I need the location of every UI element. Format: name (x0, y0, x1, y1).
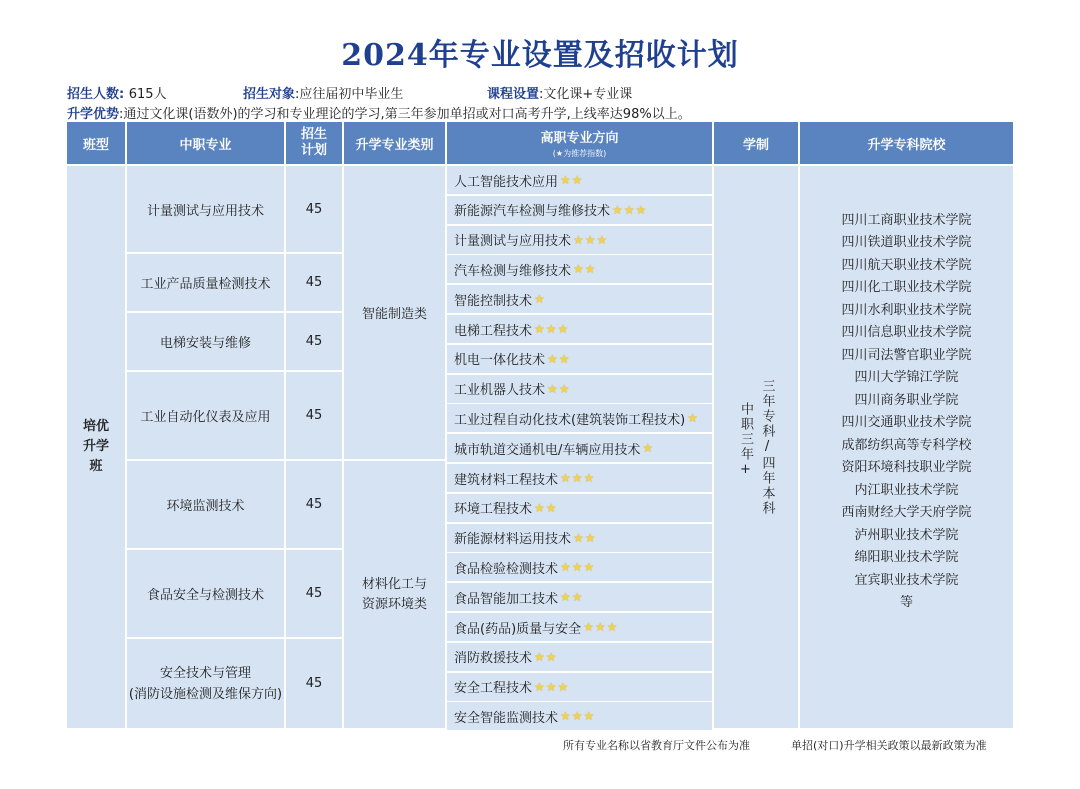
direction-row (447, 702, 712, 730)
direction-row (447, 285, 712, 313)
page-title: 2024年专业设置及招收计划 (341, 38, 739, 73)
school-name: 四川信息职业技术学院 (841, 325, 972, 340)
school-name: 内江职业技术学院 (854, 482, 959, 498)
star-rating-icon: ★★ (573, 262, 597, 277)
direction-name: 新能源材料运用技术 (454, 532, 572, 548)
system-text-2: 三年专科/四年本科 (759, 378, 775, 516)
major-cell: 电梯安装与维修 (127, 313, 284, 370)
direction-name: 工业机器人技术 (454, 383, 546, 399)
school-name: 四川司法警官职业学院 (841, 347, 972, 363)
direction-name: 食品检验检测技术 (454, 561, 559, 577)
direction-row (447, 613, 712, 641)
school-name: 四川航天职业技术学院 (841, 257, 972, 273)
system-text-1: 中职三年+ (738, 401, 753, 479)
school-name: 成都纺织高等专科学校 (841, 437, 972, 453)
star-rating-icon: ★★ (560, 173, 584, 188)
plan-cell: 45 (286, 639, 342, 728)
star-rating-icon: ★★ (534, 500, 558, 515)
direction-name: 食品智能加工技术 (454, 591, 559, 607)
direction-row (447, 404, 712, 432)
plan-cell: 45 (286, 166, 342, 252)
direction-name: 智能控制技术 (454, 293, 533, 309)
star-rating-icon: ★★★ (534, 679, 570, 694)
star-rating-icon: ★ (534, 292, 546, 307)
adv-label: 升学优势 (67, 107, 120, 122)
direction-row (447, 345, 712, 373)
major-subname: (消防设施检测及维保方向) (128, 686, 283, 702)
school-name: 泸州职业技术学院 (854, 527, 959, 543)
major-cell: 工业产品质量检测技术 (127, 254, 284, 311)
direction-row (447, 226, 712, 254)
school-name: 四川化工职业技术学院 (841, 280, 972, 295)
direction-row (447, 583, 712, 611)
star-rating-icon: ★★★ (560, 471, 596, 486)
direction-row (447, 196, 712, 224)
plan-cell: 45 (286, 313, 342, 370)
system-cell (714, 166, 798, 728)
header-system: 学制 (714, 122, 798, 164)
direction-name: 汽车检测与维修技术 (454, 263, 572, 279)
major-cell: 计量测试与应用技术 (127, 166, 284, 252)
school-name: 四川水利职业技术学院 (841, 302, 972, 318)
footer-note-left: 所有专业名称以省教育厅文件公布为准 (563, 739, 750, 752)
direction-name: 电梯工程技术 (454, 323, 533, 339)
school-name: 四川交通职业技术学院 (841, 415, 972, 430)
direction-row (447, 553, 712, 581)
school-name: 宜宾职业技术学院 (854, 572, 959, 588)
star-rating-icon: ★★ (573, 530, 597, 545)
direction-name: 机电一体化技术 (454, 353, 546, 369)
star-rating-icon: ★★★ (560, 709, 596, 724)
star-rating-icon: ★ (687, 411, 699, 426)
enrollment-table (67, 122, 1013, 728)
target-value: :应往届初中毕业生 (295, 87, 404, 102)
star-rating-icon: ★★★ (573, 232, 609, 247)
direction-row (447, 315, 712, 343)
plan-cell: 45 (286, 461, 342, 548)
schools-cell (800, 166, 1013, 728)
class-type-cell: 培优升学班 (67, 166, 125, 728)
direction-row (447, 255, 712, 283)
school-name: 四川大学锦江学院 (854, 370, 959, 385)
star-rating-icon: ★★ (547, 351, 571, 366)
direction-row (447, 643, 712, 671)
category-cell: 材料化工与资源环境类 (344, 461, 445, 728)
direction-name: 环境工程技术 (454, 502, 533, 518)
star-rating-icon: ★★★ (583, 620, 619, 635)
target-label: 招生对象 (243, 87, 296, 102)
major-name: 安全技术与管理 (159, 665, 251, 681)
star-rating-icon: ★★ (547, 381, 571, 396)
direction-name: 城市轨道交通机电/车辆应用技术 (454, 442, 641, 458)
direction-name: 人工智能技术应用 (454, 174, 559, 190)
header-direction-label: 高职专业方向 (540, 131, 619, 146)
star-rating-icon: ★★ (534, 649, 558, 664)
direction-name: 安全智能监测技术 (454, 710, 559, 726)
star-rating-icon: ★★ (560, 590, 584, 605)
footer-note-right: 单招(对口)升学相关政策以最新政策为准 (791, 739, 987, 752)
header-class-type: 班型 (67, 122, 125, 164)
direction-name: 建筑材料工程技术 (454, 472, 559, 488)
school-name: 等 (899, 595, 913, 610)
direction-name: 新能源汽车检测与维修技术 (454, 204, 611, 220)
direction-name: 消防救援技术 (454, 651, 533, 667)
direction-row (447, 673, 712, 701)
target-info (243, 83, 403, 102)
major-cell (127, 639, 284, 728)
school-name: 绵阳职业技术学院 (854, 550, 959, 565)
advantage-info (67, 103, 691, 122)
category-cell: 智能制造类 (344, 166, 445, 459)
adv-value: :通过文化课(语数外)的学习和专业理论的学习,第三年参加单招或对口高考升学,上线率达98%以上。 (119, 107, 691, 122)
star-rating-icon: ★★★ (534, 322, 570, 337)
plan-cell: 45 (286, 372, 342, 459)
header-direction-note: (★为推荐指数) (552, 149, 607, 158)
star-rating-icon: ★★★ (612, 202, 648, 217)
direction-row (447, 464, 712, 492)
direction-row (447, 166, 712, 194)
enroll-label: 招生人数 (67, 87, 120, 102)
school-name: 西南财经大学天府学院 (841, 505, 972, 520)
major-cell: 环境监测技术 (127, 461, 284, 548)
enroll-value: 615人 (128, 87, 167, 102)
plan-cell: 45 (286, 254, 342, 311)
school-name: 四川商务职业学院 (854, 392, 959, 408)
school-name: 四川铁道职业技术学院 (841, 235, 972, 250)
header-schools: 升学专科院校 (800, 122, 1013, 164)
header-direction (447, 122, 712, 164)
school-name: 资阳环境科技职业学院 (841, 460, 972, 475)
header-plan: 招生计划 (286, 122, 342, 164)
school-name: 四川工商职业技术学院 (841, 212, 972, 228)
direction-row (447, 524, 712, 552)
direction-name: 计量测试与应用技术 (454, 234, 572, 250)
plan-cell: 45 (286, 550, 342, 637)
direction-row (447, 434, 712, 462)
direction-row (447, 494, 712, 522)
header-category: 升学专业类别 (344, 122, 445, 164)
direction-name: 安全工程技术 (454, 681, 533, 697)
star-rating-icon: ★★★ (560, 560, 596, 575)
direction-row (447, 375, 712, 403)
direction-name: 食品(药品)质量与安全 (454, 621, 582, 637)
course-label: 课程设置 (487, 87, 540, 102)
course-value: :文化课+专业课 (539, 87, 633, 102)
star-rating-icon: ★ (642, 441, 655, 456)
course-info (487, 83, 632, 102)
header-major: 中职专业 (127, 122, 284, 164)
enroll-info: 招生人数: 615人 (67, 87, 167, 102)
major-cell: 工业自动化仪表及应用 (127, 372, 284, 459)
direction-name: 工业过程自动化技术(建筑装饰工程技术) (454, 412, 686, 428)
major-cell: 食品安全与检测技术 (127, 550, 284, 637)
